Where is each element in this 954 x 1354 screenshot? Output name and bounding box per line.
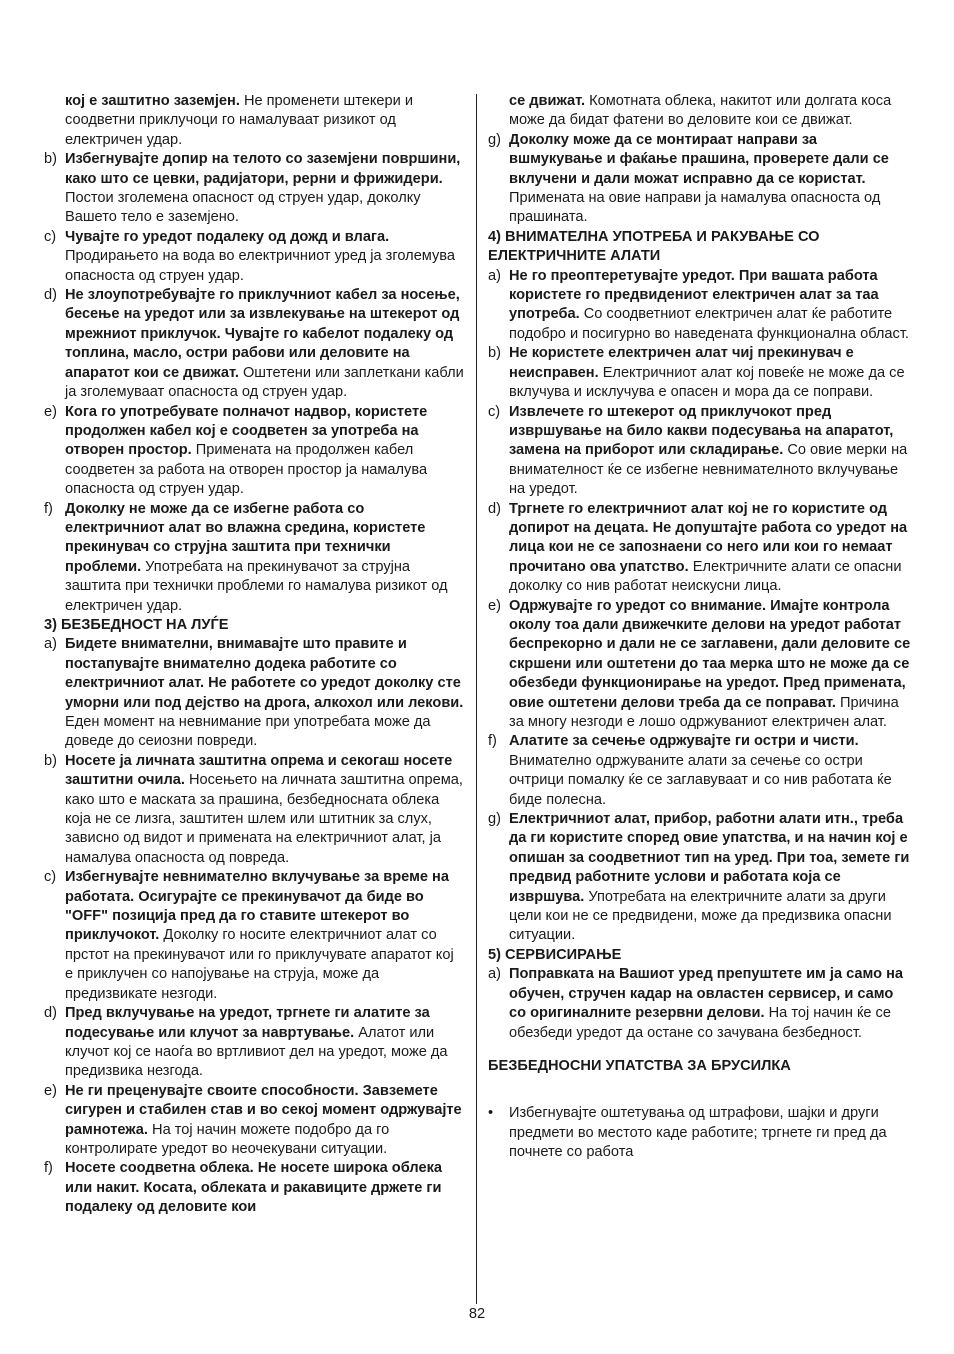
list-item bbox=[488, 732, 912, 810]
list-item bbox=[44, 1004, 464, 1082]
list-item bbox=[44, 403, 464, 500]
item-bold-text: Кога го употребувате полначот надвор, користете продолжен кабел кој е соодветен за употреба на отворен простор. bbox=[65, 403, 428, 459]
list-item bbox=[488, 131, 912, 228]
item-bold-text: кој е заштитно заземјен. bbox=[65, 93, 240, 109]
item-bold-text: Не користете електричен алат чиј прекинувач е неисправен. bbox=[509, 345, 854, 381]
item-bold-text: Извлечете го штекерот од приклучокот пред извршување на било какви подесувања на апаратот, замена на приборот или складирање. bbox=[509, 403, 894, 459]
item-label: a) bbox=[488, 267, 501, 284]
item-bold-text: Одржувајте го уредот со внимание. Имајте контрола околу тоа дали движечките делови на уредот работат беспрекорно и дали не се заглавени, дали деловите се скршени или оштетени до таа мерка што не може да се обезбеди функционирање на уредот. Пред примената, овие оштетени делови треба да се поправат. bbox=[509, 597, 911, 711]
item-text: Употребата на електричните алати за други цели кои не се предвидени, може да предизвика опасни ситуации. bbox=[509, 888, 892, 944]
item-label: c) bbox=[44, 869, 57, 886]
item-text: Постои зголемена опасност од струен удар, доколку Вашето тело е заземјено. bbox=[65, 190, 421, 226]
item-bold-text: Тргнете го електричниот алат кој не го користите од допирот на децата. Не допуштајте работа со уредот на лица кои не се запознаени со него или кои го немаат прочитано ова упатство. bbox=[509, 500, 908, 575]
list-item bbox=[44, 500, 464, 616]
item-text: Со овие мерки на внимателност ќе се избегне невнимателното вклучување на уредот. bbox=[509, 442, 908, 498]
item-text: Алатот или клучот кој се наоѓа во вртливиот дел на уредот, може да предизвика незгода. bbox=[65, 1024, 448, 1080]
list-item bbox=[488, 500, 912, 597]
list-item bbox=[488, 810, 912, 946]
item-label: a) bbox=[44, 636, 57, 653]
item-bold-text: Пред вклучување на уредот, тргнете ги алатите за подесување или клучот за навртување. bbox=[65, 1005, 430, 1041]
item-label: b) bbox=[488, 345, 501, 362]
item-bold-text: Носете соодветна облека. Не носете широка облека или накит. Косата, облеката и ракавиците држете ги подалеку од деловите кои bbox=[65, 1160, 442, 1216]
item-text: На тој начин ќе се обезбеди уредот да остане со зачувана безбедност. bbox=[509, 1005, 891, 1041]
item-bold-text: Носете ја личната заштитна опрема и секогаш носете заштитни очила. bbox=[65, 752, 453, 789]
item-bold-text: се движат. bbox=[509, 93, 586, 109]
list-item bbox=[44, 868, 464, 1004]
bullet-text: Избегнувајте оштетувања од штрафови, шајки и други предмети во местото каде работите; тргнете ги пред да почнете со работа bbox=[509, 1105, 887, 1161]
list-item bbox=[488, 344, 912, 402]
item-text: Продирањето на вода во електричниот уред ја зголемува опасноста од струен удар. bbox=[65, 248, 456, 284]
item-text: Примената на овие направи ја намалува опасноста од прашината. bbox=[509, 190, 881, 226]
item-bold-text: Избегнувајте допир на телото со заземјени површини, како што се цевки, радијатори, рерни и фрижидери. bbox=[65, 151, 461, 187]
item-label: b) bbox=[44, 151, 57, 168]
right-column bbox=[488, 92, 912, 1163]
item-text: Примената на продолжен кабел соодветен за работа на отворен простор ја намалува опасноста од струен удар. bbox=[65, 442, 428, 498]
item-bold-text: Избегнувајте невнимателно вклучување за време на работата. Осигурајте се прекинувачот да биде во "OFF" позиција пред да го ставите штекерот во приклучокот. bbox=[65, 869, 449, 944]
item-text: Не променети штекери и соодветни приклучоци го намалуваат ризикот од електричен удар. bbox=[65, 93, 414, 148]
item-text: Комотната облека, накитот или долгата коса може да бидат фатени во деловите кои се движат. bbox=[509, 93, 892, 129]
item-bold-text: Доколку не може да се избегне работа со електричниот алат во влажна средина, користете прекинувач со струјна заштита при технички проблеми. bbox=[65, 500, 426, 575]
list-item bbox=[488, 403, 912, 500]
bullet-icon: • bbox=[488, 1105, 494, 1122]
item-label: d) bbox=[488, 500, 501, 517]
item-bold-text: Не злоупотребувајте го приклучниот кабел за носење, бесење на уредот или за извлекување на штекерот од мрежниот приклучок. Чувајте го кабелот подалеку од топлина, масло, остри рабови или деловите на апаратот кои се движат. bbox=[65, 287, 460, 381]
item-label: d) bbox=[44, 287, 57, 304]
list-item bbox=[44, 1082, 464, 1160]
list-item bbox=[44, 635, 464, 751]
item-text: Електричните алати се опасни доколку со нив работат неискусни лица. bbox=[509, 558, 902, 595]
section-title: БЕЗБЕДНОСНИ УПАТСТВА ЗА БРУСИЛКА bbox=[488, 1057, 791, 1074]
list-item bbox=[44, 752, 464, 868]
item-label: b) bbox=[44, 752, 57, 769]
section-heading: 4) ВНИМАТЕЛНА УПОТРЕБА И РАКУВАЊЕ СО ЕЛЕКТРИЧНИТЕ АЛАТИ bbox=[488, 228, 820, 265]
item-bold-text: Доколку може да се монтираат направи за вшмукување и фаќање прашина, проверете дали се вклучени и дали можат исправно да се користат. bbox=[509, 131, 889, 187]
list-item bbox=[44, 228, 464, 286]
list-item bbox=[488, 267, 912, 345]
item-label: g) bbox=[488, 131, 501, 148]
list-item bbox=[44, 150, 464, 228]
item-bold-text: Не го преоптеретувајте уредот. При вашата работа користете го предвидениот електричен алат за таа употреба. bbox=[509, 267, 879, 323]
item-label: e) bbox=[44, 1082, 57, 1099]
item-text: Употребата на прекинувачот за струјна заштита при технички проблеми го намалува ризикот од електричен удар. bbox=[65, 558, 448, 614]
list-item bbox=[44, 92, 464, 150]
list-item bbox=[488, 597, 912, 733]
item-text: Носењето на личната заштитна опрема, како што е маската за прашина, безбедносната облека која не се лизга, заштитен шлем или штитник за слух, зависно од видот и примената на електричниот алат, ја намалува опасноста од повреда. bbox=[65, 772, 463, 866]
item-text: Со соодветниот електричен алат ќе работите подобро и посигурно во наведената функционална област. bbox=[509, 306, 909, 342]
section-heading: 3) БЕЗБЕДНОСТ НА ЛУЃЕ bbox=[44, 616, 229, 633]
bullet-item bbox=[488, 1104, 912, 1162]
item-label: e) bbox=[44, 403, 57, 420]
section-heading: 5) СЕРВИСИРАЊЕ bbox=[488, 946, 622, 963]
item-text: Доколку го носите електричниот алат со прстот на прекинувачот или го приклучувате апаратот кој е приклучен со напојување на струја, може да предизвикате незгоди. bbox=[65, 927, 454, 1002]
item-text: Причина за многу незгоди е лошо одржуваниот електричен алат. bbox=[509, 694, 899, 730]
item-label: d) bbox=[44, 1005, 57, 1022]
item-bold-text: Не ги преценувајте своите способности. Завземете сигурен и стабилен став и во секој момент одржувајте рамнотежа. bbox=[65, 1082, 462, 1138]
item-text: Внимателно одржуваните алати за сечење со остри очтрици помалку ќе се заглавуваат и со нив работата ќе биде полесна. bbox=[509, 752, 892, 808]
item-label: c) bbox=[44, 228, 57, 245]
item-label: f) bbox=[488, 733, 497, 750]
item-label: f) bbox=[44, 1160, 53, 1177]
item-label: c) bbox=[488, 403, 501, 420]
item-label: f) bbox=[44, 500, 53, 517]
item-text: Еден момент на невнимание при употребата може да доведе до сеиозни повреди. bbox=[65, 714, 431, 750]
list-item bbox=[44, 1159, 464, 1217]
item-text: Оштетени или заплеткани кабли ја зголемуваат опасноста од струен удар. bbox=[65, 364, 464, 401]
right-items bbox=[488, 92, 912, 1043]
page-number: 82 bbox=[468, 1306, 486, 1322]
item-label: e) bbox=[488, 597, 501, 614]
item-text: На тој начин можете подобро да го контролирате уредот во неочекувани ситуации. bbox=[65, 1121, 390, 1157]
item-bold-text: Чувајте го уредот подалеку од дожд и влага. bbox=[65, 228, 390, 245]
item-text: Електричниот алат кој повеќе не може да се вклучува и исклучува е опасен и мора да се поправи. bbox=[509, 364, 905, 401]
item-bold-text: Поправката на Вашиот уред препуштете им ја само на обучен, стручен кадар на овластен сервисер, и само со оригиналните резервни делови. bbox=[509, 966, 904, 1022]
item-bold-text: Електричниот алат, прибор, работни алати итн., треба да ги користите според овие упатства, и на начин кој е опишан за соодветниот тип на уред. При тоа, земете ги предвид работните услови и работата која се извршува. bbox=[509, 811, 910, 905]
item-label: a) bbox=[488, 966, 501, 983]
item-bold-text: Бидете внимателни, внимавајте што правите и постапувајте внимателно додека работите со електричниот алат. Не работете со уредот доколку сте уморни или под дејство на дрога, алкохол или лекови. bbox=[65, 636, 464, 711]
list-item bbox=[44, 286, 464, 402]
left-column bbox=[44, 92, 464, 1218]
list-item bbox=[488, 965, 912, 1043]
item-label: g) bbox=[488, 811, 501, 828]
item-bold-text: Алатите за сечење одржувајте ги остри и чисти. bbox=[509, 733, 859, 750]
list-item bbox=[488, 92, 912, 131]
column-divider bbox=[476, 94, 477, 1304]
